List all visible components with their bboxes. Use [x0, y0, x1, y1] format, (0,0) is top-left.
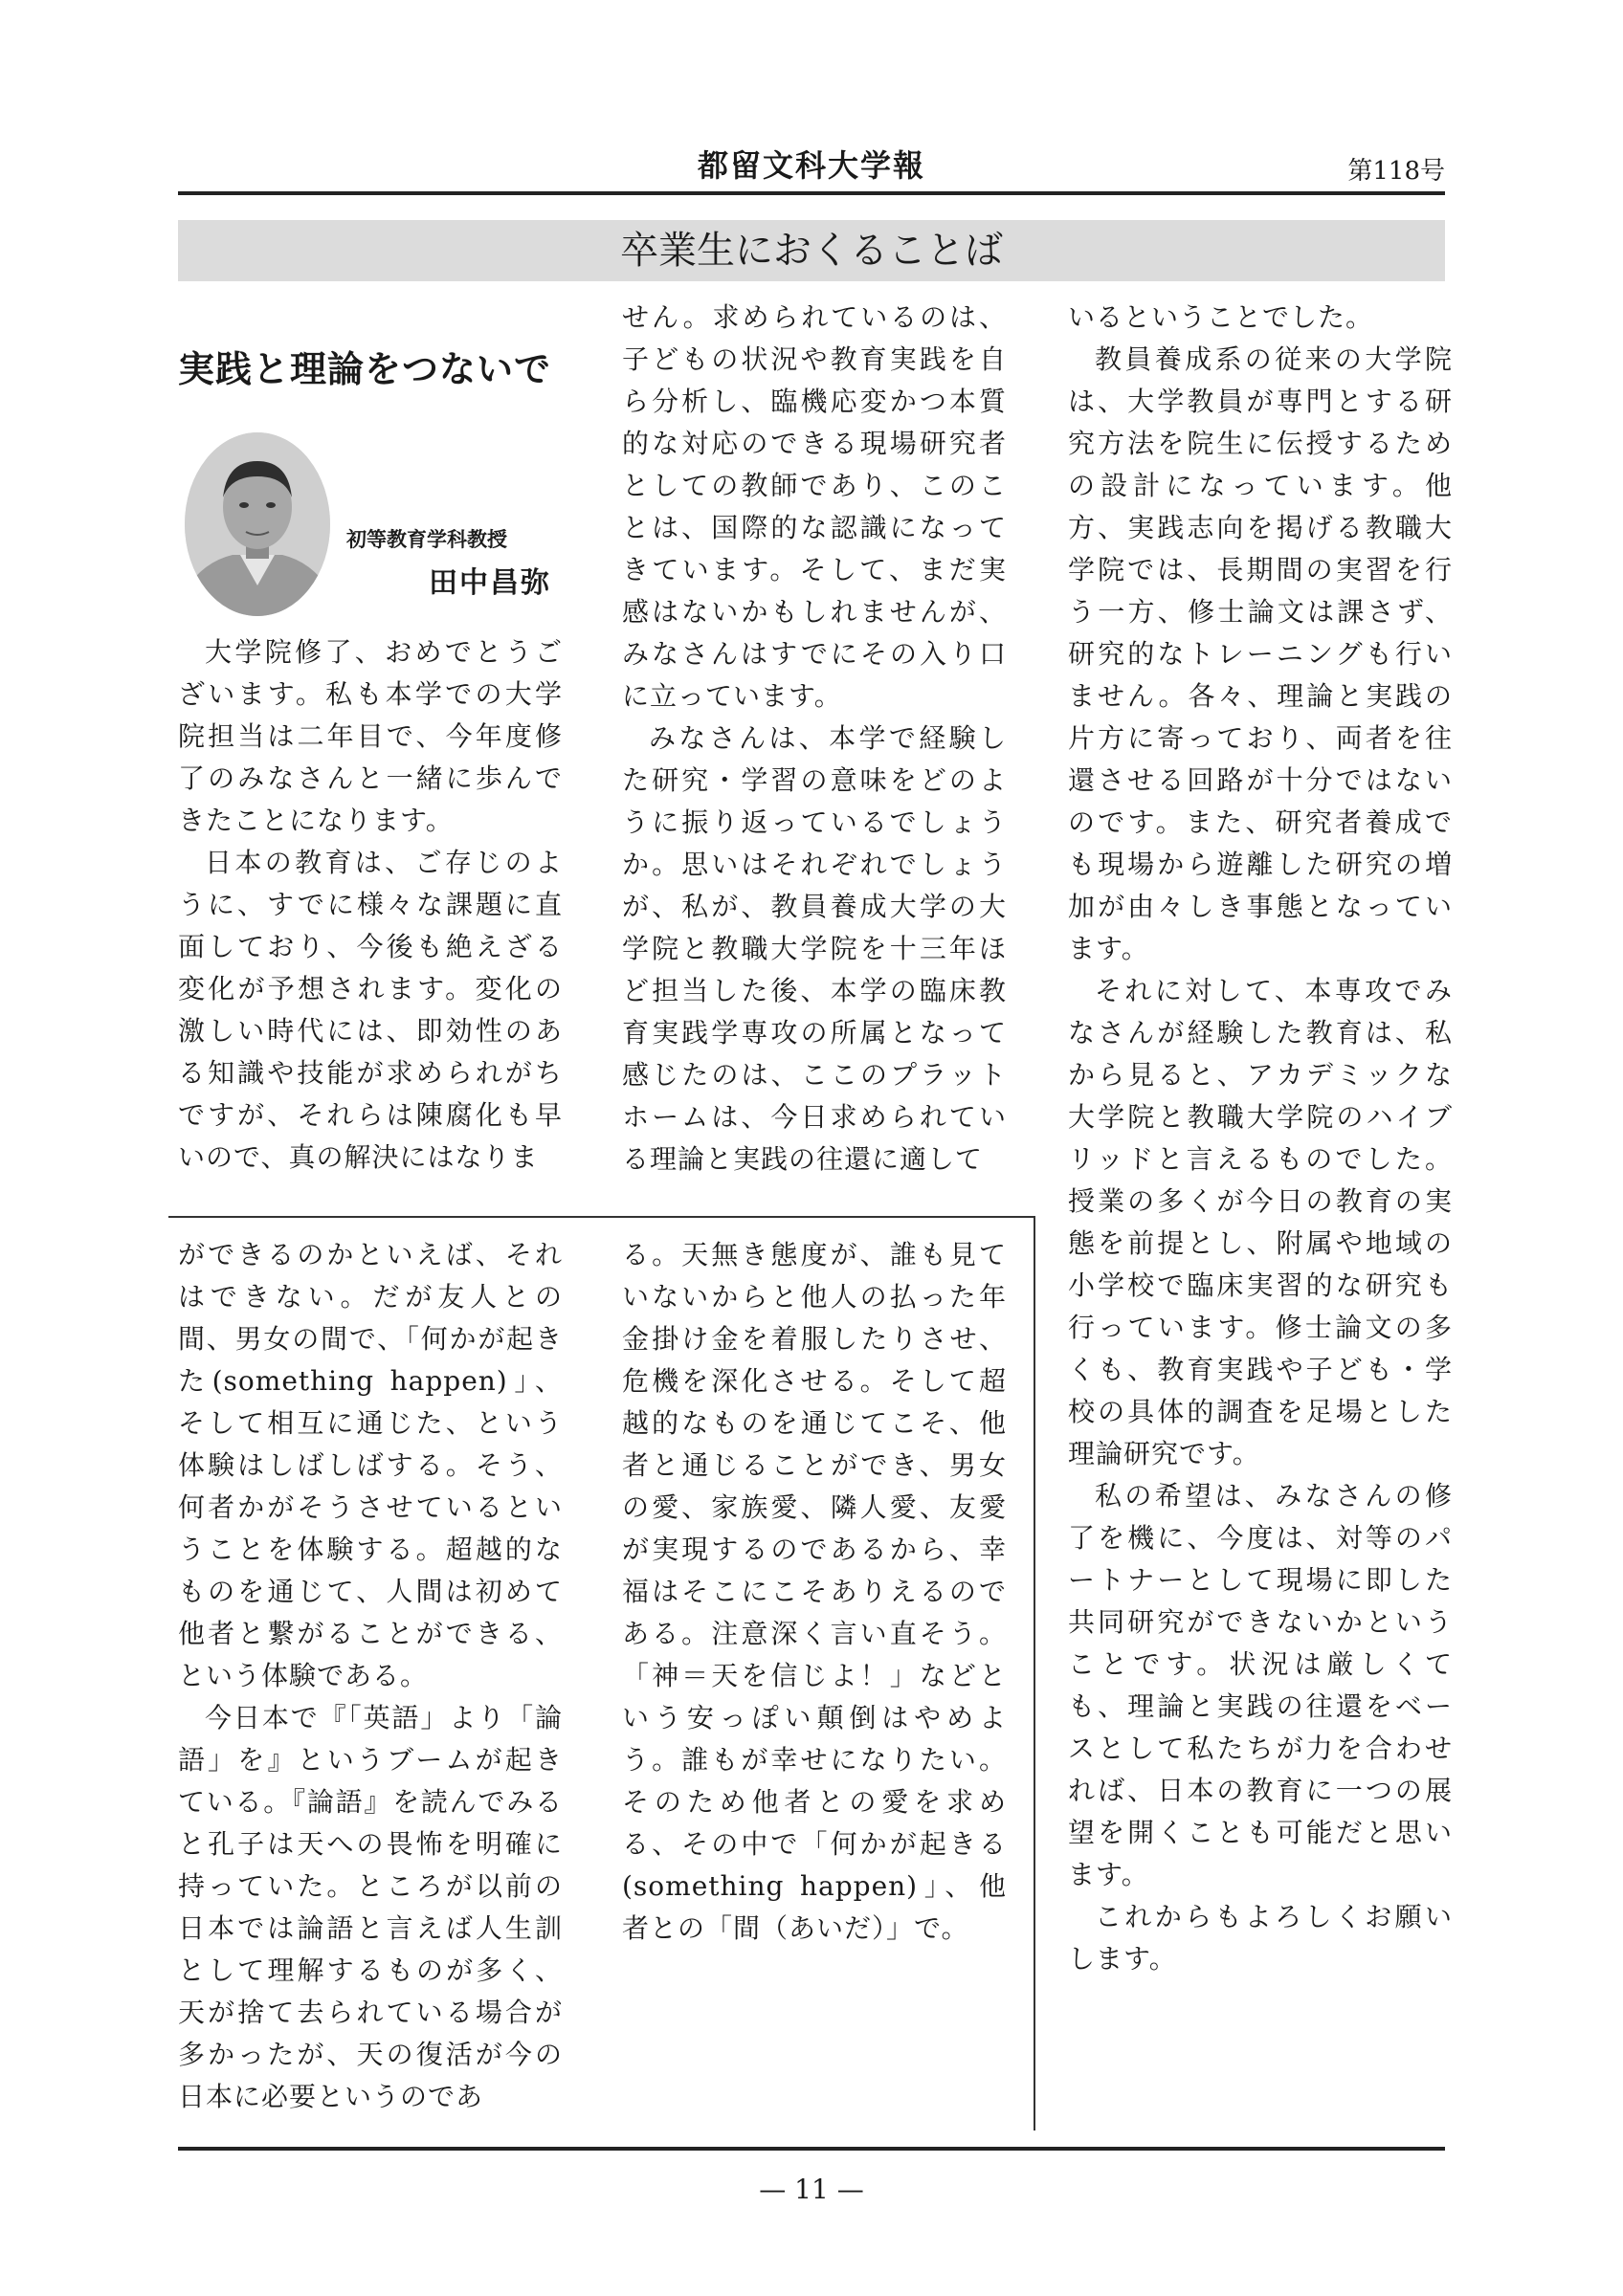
issue-number: 第118号 — [1347, 157, 1445, 186]
paragraph: ができるのかといえば、それはできない。だが友人との間、男女の間で、「何かが起きた(something happen)」、そして相互に通じた、という体験はしばしばする。そう、何者かがそうさせているということを体験する。超越的なものを通じて、人間は初めて他者と繋がることができる、という体験である。 — [178, 1239, 563, 1691]
paragraph: 大学院修了、おめでとうございます。私も本学での大学院担当は二年目で、今年度修了のみなさんと一緒に歩んできたことになります。 — [178, 636, 563, 836]
paragraph: それに対して、本専攻でみなさんが経験した教育は、私から見ると、アカデミックな大学院と教職大学院のハイブリッドと言えるものでした。授業の多くが今日の教育の実態を前提とし、附属や地域の小学校で臨床実習的な研究も行っています。修士論文の多くも、教育実践や子ども・学校の具体的調査を足場とした理論研究です。 — [1068, 975, 1453, 1469]
paragraph: る。天無き態度が、誰も見ていないからと他人の払った年金掛け金を着服したりさせ、危機を深化させる。そして超越的なものを通じてこそ、他者と通じることができ、男女の愛、家族愛、隣人愛、友愛が実現するのであるから、幸福はそこにこそありえるのである。注意深く言い直そう。「神＝天を信じよ！」などという安っぽい顛倒はやめよう。誰もが幸せになりたい。そのため他者との愛を求める、その中で「何かが起きる(something happen)」、他者との「間（あいだ）」で。 — [622, 1239, 1007, 1944]
column-2-lower — [622, 1234, 1007, 1950]
paragraph: 私の希望は、みなさんの修了を機に、今度は、対等のパートナーとして現場に即した共同研究ができないかということです。状況は厳しくても、理論と実践の往還をベースとして私たちが力を合わせれば、日本の教育に一つの展望を開くことも可能だと思います。 — [1068, 1480, 1453, 1890]
author-department: 初等教育学科教授 — [346, 528, 507, 551]
paragraph: これからもよろしくお願いします。 — [1068, 1901, 1453, 1975]
paragraph: 日本の教育は、ご存じのように、すでに様々な課題に直面しており、今後も絶えざる変化が予想されます。変化の激しい時代には、即効性のある知識や技能が求められがちですが、それらは陳腐化も早いので、真の解決にはなりま — [178, 847, 563, 1173]
page-number: — 11 — — [759, 2174, 864, 2205]
publication-title: 都留文科大学報 — [697, 147, 925, 184]
footer-rule — [178, 2147, 1445, 2151]
portrait-image — [185, 432, 330, 616]
article-divider-vertical — [1034, 1216, 1035, 2130]
author-photo — [185, 432, 330, 616]
article-divider-horizontal — [168, 1216, 1034, 1218]
paragraph: せん。求められているのは、子どもの状況や教育実践を自ら分析し、臨機応変かつ本質的な対応のできる現場研究者としての教師であり、このことは、国際的な認識になってきています。そして、まだ実感はないかもしれませんが、みなさんはすでにその入り口に立っています。 — [622, 301, 1007, 712]
paragraph: いるということでした。 — [1068, 301, 1374, 333]
header-rule — [178, 191, 1445, 195]
paragraph: 教員養成系の従来の大学院は、大学教員が専門とする研究方法を院生に伝授するための設計になっています。他方、実践志向を掲げる教職大学院では、長期間の実習を行う一方、修士論文は課さず、研究的なトレーニングも行いません。各々、理論と実践の片方に寄っており、両者を往還させる回路が十分ではないのです。また、研究者養成でも現場から遊離した研究の増加が由々しき事態となっています。 — [1068, 343, 1453, 964]
paragraph: みなさんは、本学で経験した研究・学習の意味をどのように振り返っているでしょうか。思いはそれぞれでしょうが、私が、教員養成大学の大学院と教職大学院を十三年ほど担当した後、本学の臨床教育実践学専攻の所属となって感じたのは、ここのプラットホームは、今日求められている理論と実践の往還に適して — [622, 722, 1007, 1175]
paragraph: 今日本で『「英語」より「論語」を』というブームが起きている。『論語』を読んでみると孔子は天への畏怖を明確に持っていた。ところが以前の日本では論語と言えば人生訓として理解するものが多く、天が捨て去られている場合が多かったが、天の復活が今の日本に必要というのであ — [178, 1702, 563, 2112]
column-3 — [1068, 297, 1453, 1980]
author-name: 田中昌弥 — [429, 566, 551, 600]
article-title: 実践と理論をつないで — [178, 348, 552, 390]
column-2-upper — [622, 297, 1007, 1181]
section-banner: 卒業生におくることば — [178, 220, 1445, 281]
column-1-upper — [178, 631, 563, 1179]
column-1-lower — [178, 1234, 563, 2118]
